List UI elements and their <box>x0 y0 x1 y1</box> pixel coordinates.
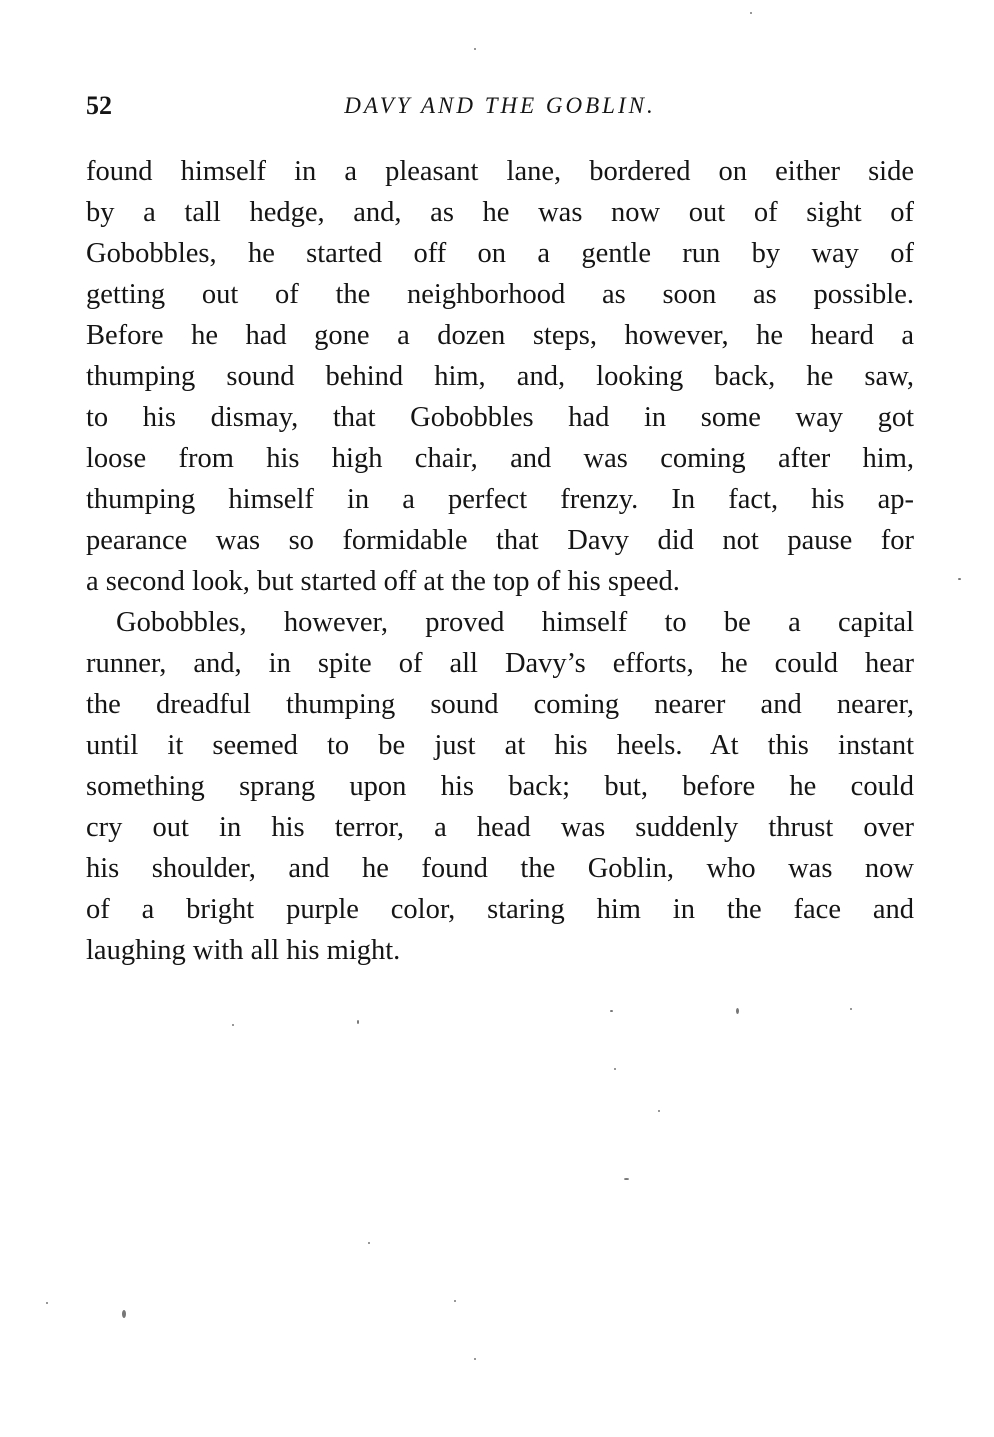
scan-speck <box>454 1300 456 1302</box>
text-line: the dreadful thumping sound coming nearer and nearer, <box>86 689 914 720</box>
text-line: by a tall hedge, and, as he was now out of sight of <box>86 197 914 228</box>
scan-speck <box>368 1242 370 1244</box>
scan-speck <box>850 1008 852 1010</box>
scan-speck <box>624 1178 629 1180</box>
text-line: his shoulder, and he found the Goblin, who was now <box>86 853 914 884</box>
text-line: Before he had gone a dozen steps, however, he heard a <box>86 320 914 351</box>
scan-speck <box>658 1110 660 1112</box>
text-line: Gobobbles, he started off on a gentle run by way of <box>86 238 914 269</box>
text-line: thumping himself in a perfect frenzy. In fact, his ap- <box>86 484 914 515</box>
scan-speck <box>614 1068 616 1070</box>
scan-speck <box>610 1010 613 1012</box>
scan-speck <box>474 48 476 50</box>
scan-speck <box>474 1358 476 1360</box>
text-line: to his dismay, that Gobobbles had in some way got <box>86 402 914 433</box>
text-line: Gobobbles, however, proved himself to be a capital <box>116 607 914 638</box>
text-line: found himself in a pleasant lane, bordered on either side <box>86 156 914 187</box>
scan-speck <box>357 1020 359 1024</box>
text-line: getting out of the neighborhood as soon as possible. <box>86 279 914 310</box>
running-title: DAVY AND THE GOBLIN. <box>344 93 656 118</box>
text-line: laughing with all his might. <box>86 935 401 966</box>
text-line: runner, and, in spite of all Davy’s efforts, he could hear <box>86 648 914 679</box>
text-line: cry out in his terror, a head was suddenly thrust over <box>86 812 914 843</box>
scan-speck <box>232 1024 234 1026</box>
scan-speck <box>958 578 961 580</box>
text-line: thumping sound behind him, and, looking back, he saw, <box>86 361 914 392</box>
text-line: until it seemed to be just at his heels. At this instant <box>86 730 914 761</box>
page-number: 52 <box>86 91 112 120</box>
text-line: something sprang upon his back; but, before he could <box>86 771 914 802</box>
scan-speck <box>122 1310 126 1318</box>
text-line: a second look, but started off at the top of his speed. <box>86 566 680 597</box>
text-line: pearance was so formidable that Davy did not pause for <box>86 525 914 556</box>
text-line: of a bright purple color, staring him in the face and <box>86 894 914 925</box>
scan-speck <box>736 1008 739 1014</box>
scan-speck <box>750 12 752 14</box>
scan-speck <box>46 1302 48 1304</box>
text-line: loose from his high chair, and was coming after him, <box>86 443 914 474</box>
